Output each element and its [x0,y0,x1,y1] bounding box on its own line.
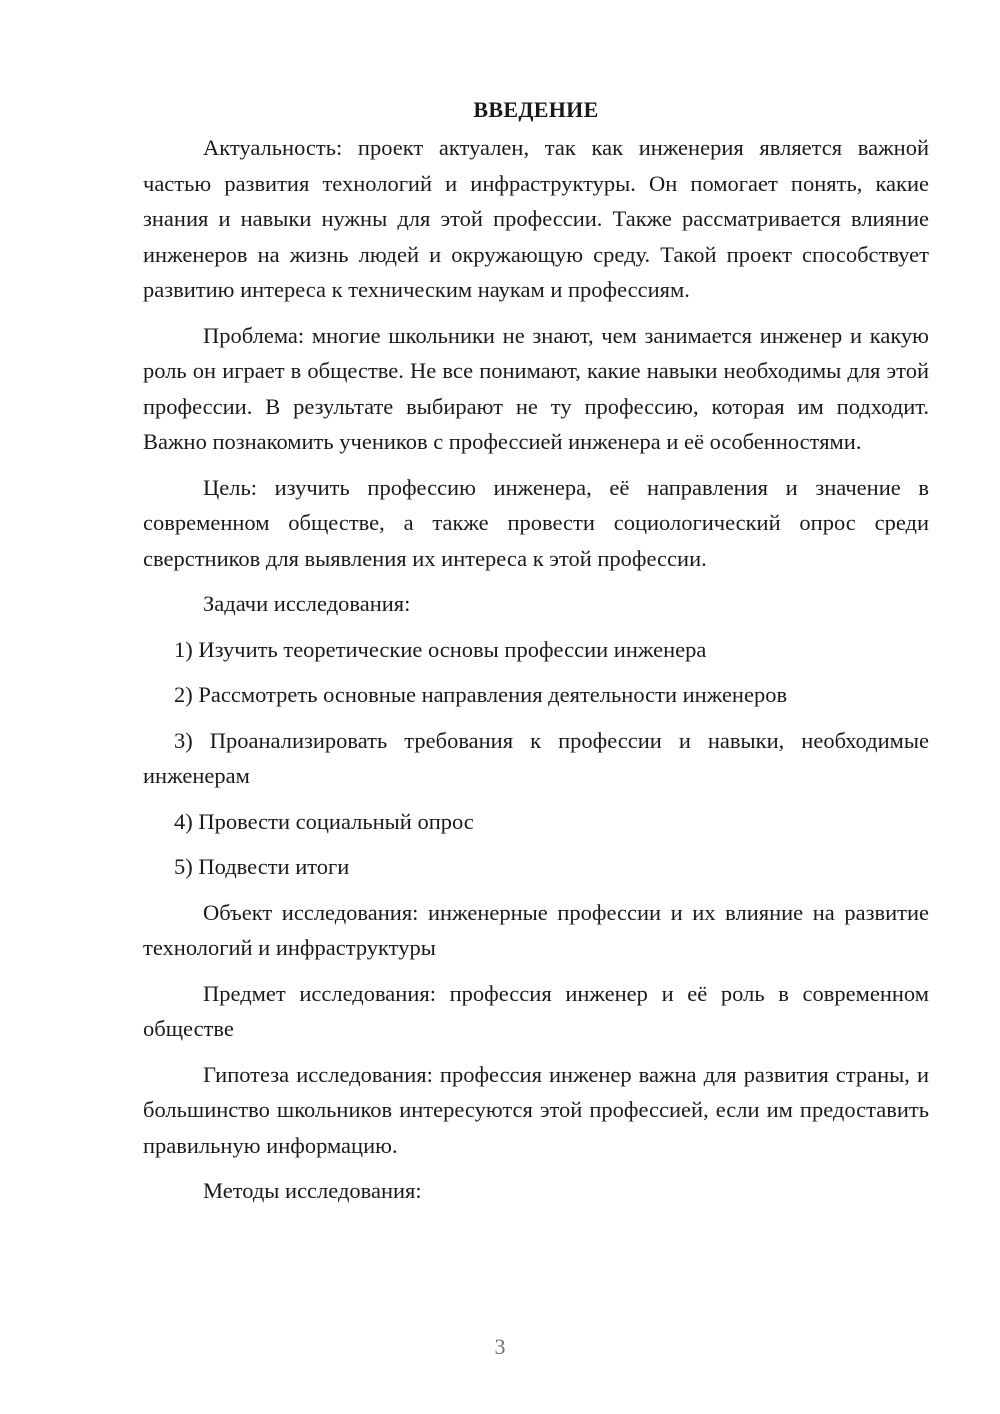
task-item-3: 3) Проанализировать требования к профессии и навыки, необходимые инженерам [143,727,929,788]
task-item-1: 1) Изучить теоретические основы профессии инженера [174,636,707,662]
page-number: 3 [494,1334,506,1359]
relevance-paragraph: Актуальность: проект актуален, так как инженерия является важной частью развития технологий и инфраструктуры. Он помогает понять, какие знания и навыки нужны для этой профессии. Также рассматривается влияние инженеров на жизнь людей и окружающую среду. Такой проект способствует развитию интереса к техническим наукам и профессиям. [143,135,929,302]
tasks-heading: Задачи исследования: [203,591,411,616]
hypothesis-paragraph: Гипотеза исследования: профессия инженер важна для развития страны, и большинство школьников интересуются этой профессией, если им предоставить правильную информацию. [143,1061,929,1158]
problem-paragraph: Проблема: многие школьники не знают, чем занимается инженер и какую роль он играет в обществе. Не все понимают, какие навыки необходимы для этой профессии. В результате выбирают не ту профессию, которая им подходит. Важно познакомить учеников с профессией инженера и её особенностями. [143,322,929,454]
object-paragraph: Объект исследования: инженерные профессии и их влияние на развитие технологий и инфраструктуры [143,899,929,960]
page-content [143,92,929,1219]
task-item-5: 5) Подвести итоги [174,854,350,879]
section-title: ВВЕДЕНИЕ [473,97,599,122]
task-item-2: 2) Рассмотреть основные направления деятельности инженеров [174,682,788,707]
subject-paragraph: Предмет исследования: профессия инженер и её роль в современном обществе [143,980,929,1041]
goal-paragraph: Цель: изучить профессию инженера, её направления и значение в современном обществе, а также провести социологический опрос среди сверстников для выявления их интереса к этой профессии. [143,474,929,571]
methods-heading: Методы исследования: [203,1178,422,1203]
task-item-4: 4) Провести социальный опрос [174,808,474,834]
